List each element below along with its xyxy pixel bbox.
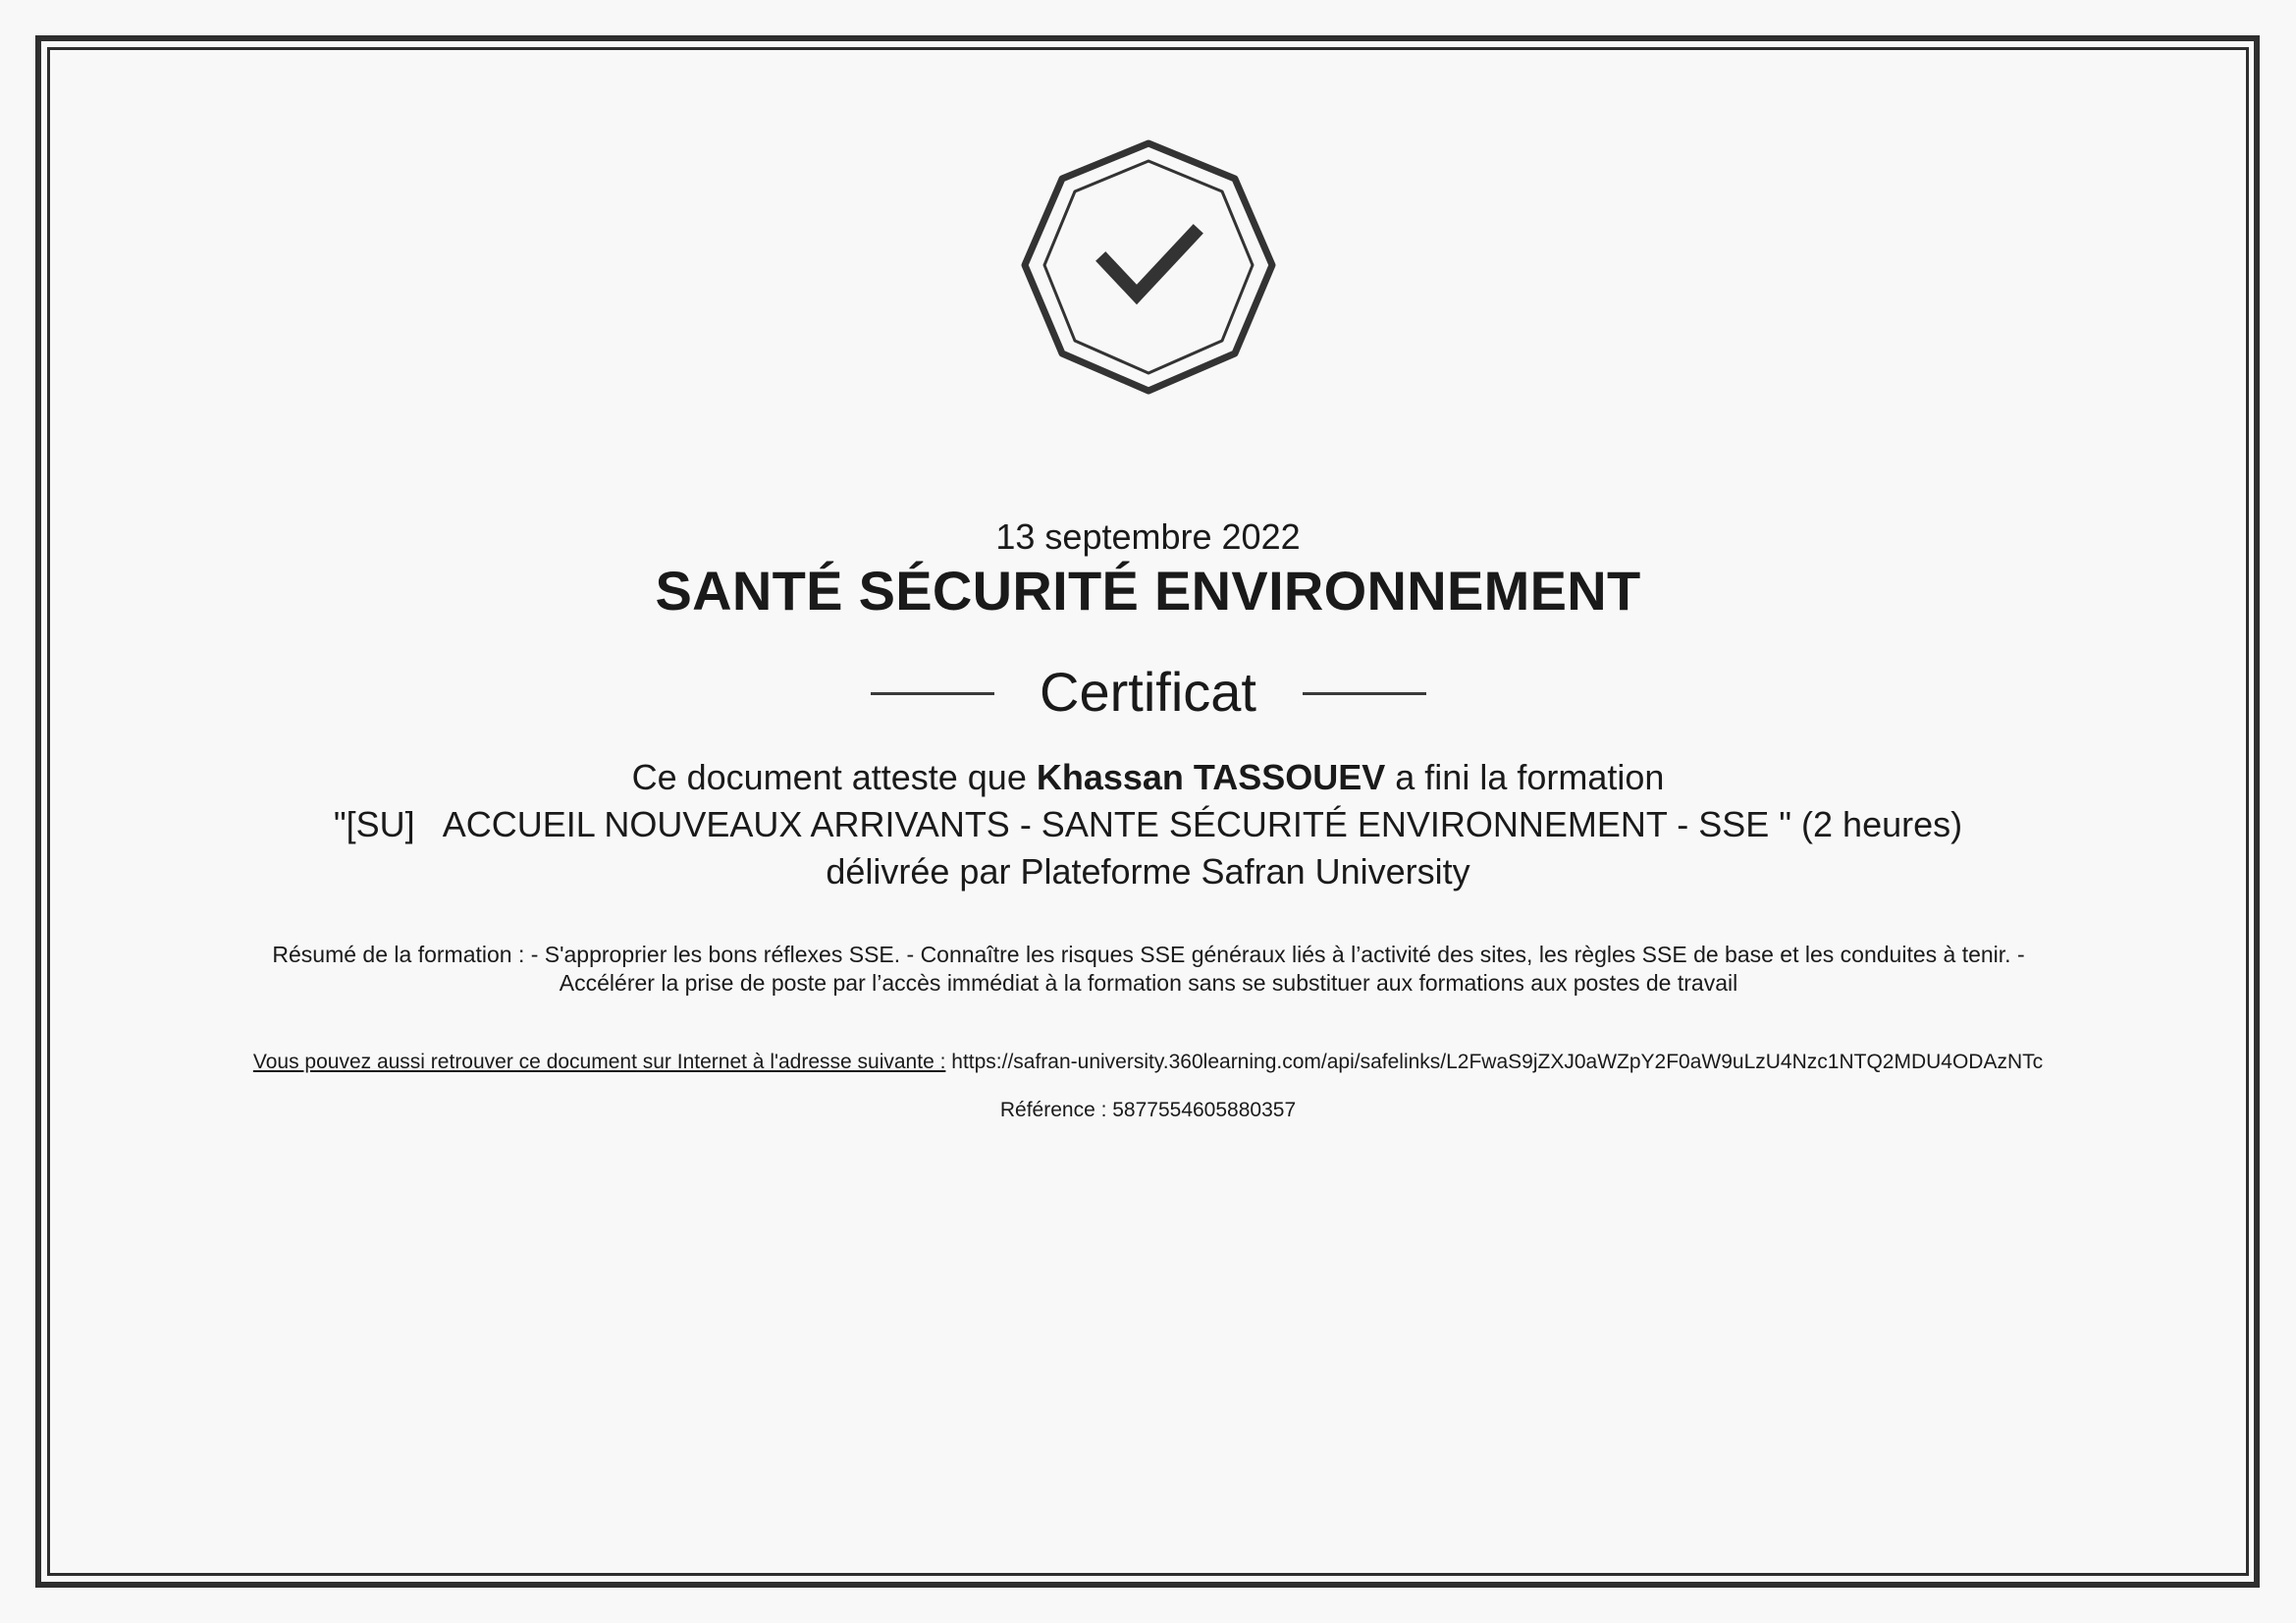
- delivered-by: délivrée par Plateforme Safran University: [826, 851, 1470, 892]
- formation-title: "[SU] ACCUEIL NOUVEAUX ARRIVANTS - SANTE SÉCURITÉ ENVIRONNEMENT - SSE " (2 heures): [333, 804, 1963, 844]
- attestation-prefix: Ce document atteste que: [631, 757, 1037, 797]
- attestation-line: [0, 756, 2296, 799]
- heading-divider-right: [1303, 692, 1426, 695]
- document-url-label: Vous pouvez aussi retrouver ce document sur Internet à l'adresse suivante :: [252, 1051, 946, 1073]
- certificate-reference: Référence : 5877554605880357: [999, 1099, 1297, 1121]
- attestation-suffix: a fini la formation: [1385, 757, 1665, 797]
- certificate-date: 13 septembre 2022: [995, 516, 1301, 557]
- formation-summary: Résumé de la formation : - S'approprier les bons réflexes SSE. - Connaître les risques SSE généraux liés à l’activité des sites, les règles SSE de base et les conduites à tenir. - Accélérer la prise de poste par l’accès immédiat à la formation sans se substituer aux formations aux postes de travail: [272, 942, 2025, 996]
- certificate-heading-row: [0, 658, 2296, 727]
- recipient-name: Khassan TASSOUEV: [1036, 757, 1386, 797]
- document-url-line: [0, 1049, 2296, 1076]
- certificate-heading: Certificat: [1040, 661, 1256, 723]
- course-title: SANTÉ SÉCURITÉ ENVIRONNEMENT: [655, 560, 1641, 622]
- document-url[interactable]: https://safran-university.360learning.com/api/safelinks/L2FwaS9jZXJ0aWZpY2F0aW9uLzU4Nzc1NTQ2MDU4ODAzNTc: [951, 1051, 2044, 1073]
